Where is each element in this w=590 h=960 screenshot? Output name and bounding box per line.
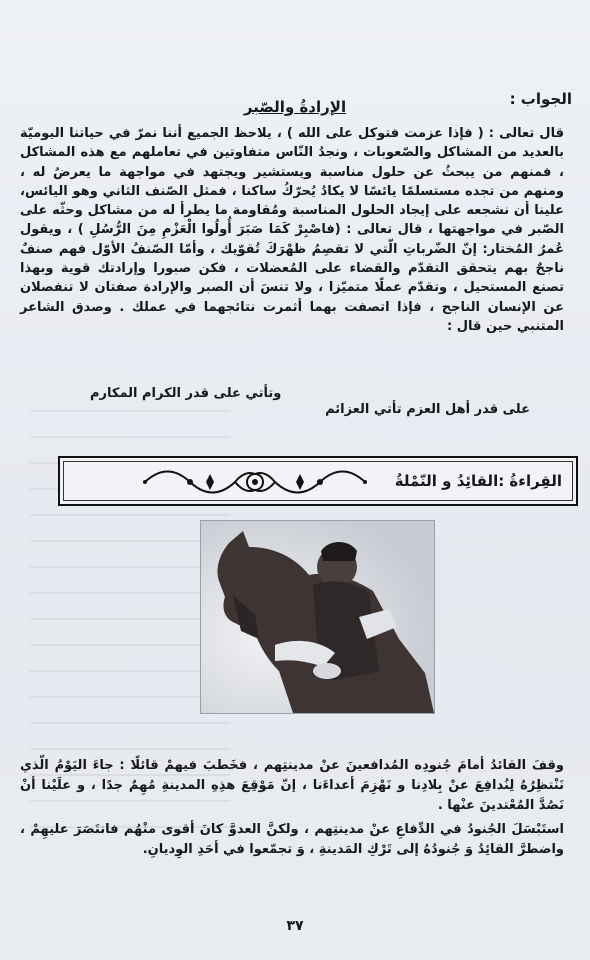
poem-verse — [60, 386, 560, 426]
story-text — [20, 756, 564, 864]
ornament-icon — [130, 462, 380, 502]
poem-second-half: وتأتي على قدر الكرام المكارم — [90, 386, 282, 401]
rider-horse-illustration — [201, 521, 434, 713]
section-title: الإرادةُ والصّبر — [243, 98, 347, 116]
poem-first-half: على قدر أهل العزم تأتي العزائم — [325, 402, 530, 417]
story-paragraph-1: وقفَ القائدُ أمامَ جُنودِه المُدافعينَ عنْ مدينتِهم ، فخَطبَ فيهمْ قائلًا : جاءَ اليَوْمُ الّذي نَنْتظِرُهُ لِنُدافِعَ عنْ بِلادِنا و نَهْزِمَ أعداءَنا ، إنّ مَوْقِعَ هذِهِ المدينةِ مُهِمٌ جدًا ، و علَيْنا أنْ نَصُدَّ المُعْتدينَ عنْها . — [20, 758, 564, 813]
page-number: ٣٧ — [286, 918, 304, 934]
answer-paragraph-block — [20, 124, 564, 336]
story-paragraph-2: استَبْسَلَ الجُنودُ في الدِّفاعِ عنْ مدينتِهم ، ولكنَّ العدوَّ كانَ أقوى منْهُم فانتَصَرَ عليهِمْ ، واضطرَّ القائِدُ وَ جُنودُهُ إلى تَرْكِ المَدينةِ ، وَ تجمّعوا في أحَدِ الوِديانِ. — [20, 822, 564, 857]
lesson-banner — [58, 456, 578, 506]
answer-label: الجواب : — [509, 90, 572, 108]
lesson-title: القِراءةُ :القائِدُ و النّمْلةُ — [394, 472, 562, 490]
answer-paragraph: قال تعالى : ( فإذا عزمت فتوكل على الله ) ، يلاحظ الجميع أننا نمرّ في حياتنا اليوميّة بالعديد من المشاكل والصّعوبات ، ونجدُ النّاس متفاوتين في تعاملهم مع هذه المشاكل ، فمنهم من يبحثُ عن حلول مناسبة ويستشير ويجتهد في مواجهة ما يعرضُ له ، ومنهم من تجده مستسلمًا يائسًا لا يكادُ يُحرّكُ ساكنا ، فمثل الصّنف الثاني وهو اليائس، علينا أن نشجعه على إيجاد الحلول المناسبة ومُقاومة ما يطرأ له من مشاكل وحثّه على الصّبر في مواجهتها ، قال تعالى : (فاصْبِرْ كَمَا صَبَرَ أُولُوا الْعَزْمِ مِنَ الرُّسُلِ ) ، ويقول عُمرُ المُختار: إنّ الضّرباتِ الّتي لا تقصِمُ ظهْرَكَ تُقوّيك ، وأمّا الصّنفُ الأوّل فهم صنفٌ ناجحٌ بهم يتحقق التقدّم والقضاء على المُعضلات ، فكن صبورا وإرادتك قوية وبهذا تصنع المستحيل ، وتقدّم عملًا متميّزا ، ولا تنسَ أن الصبر والإرادة صفتان لا تنفصلان عن الإنسان الناجح ، فإذا اتصفت بهما أثمرت نتائجهما في عملك . وصدق الشاعر المتنبي حين قال : — [20, 126, 564, 334]
story-illustration — [200, 520, 435, 714]
